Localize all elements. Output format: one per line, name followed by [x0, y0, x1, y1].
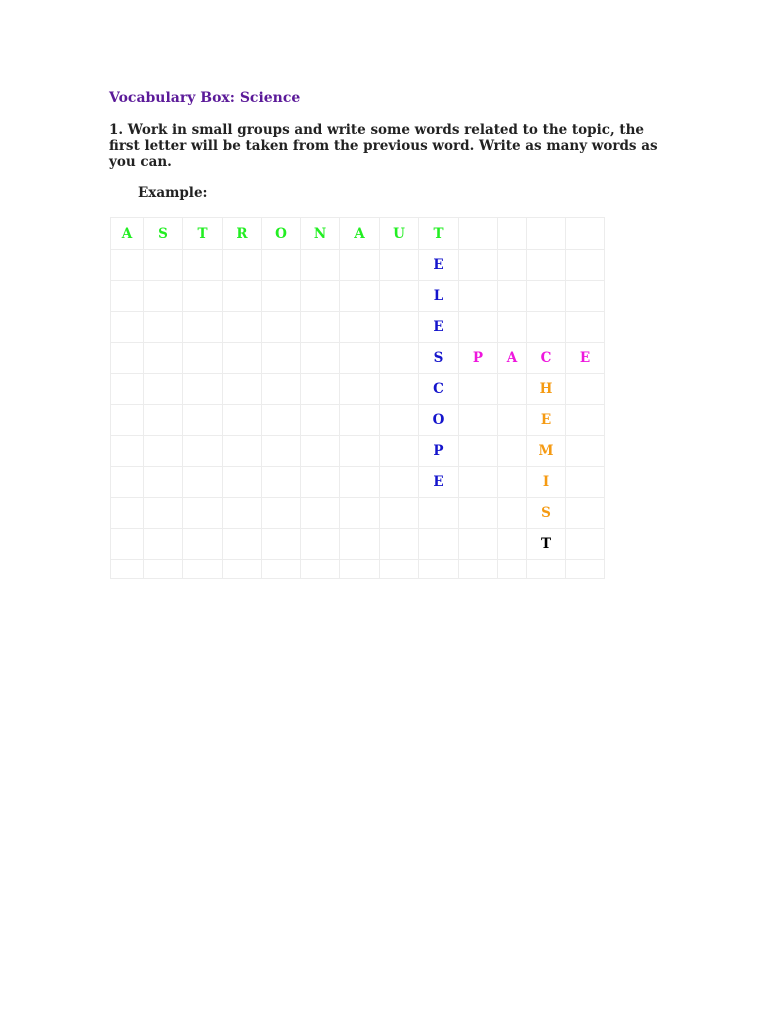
grid-cell	[301, 560, 340, 579]
grid-cell	[144, 405, 183, 436]
grid-cell	[183, 281, 223, 312]
grid-cell	[566, 218, 605, 250]
grid-cell	[111, 560, 144, 579]
grid-cell: A	[111, 218, 144, 250]
grid-cell	[183, 343, 223, 374]
grid-row	[111, 281, 605, 312]
grid-cell	[340, 312, 380, 343]
grid-cell	[183, 560, 223, 579]
grid-cell	[111, 374, 144, 405]
grid-cell	[498, 250, 527, 281]
grid-cell	[498, 312, 527, 343]
grid-cell	[183, 498, 223, 529]
grid-cell: E	[566, 343, 605, 374]
grid-cell	[183, 312, 223, 343]
grid-cell	[380, 281, 419, 312]
grid-cell: S	[419, 343, 459, 374]
grid-row	[111, 374, 605, 405]
grid-cell	[111, 436, 144, 467]
grid-cell	[498, 560, 527, 579]
grid-cell	[144, 374, 183, 405]
grid-cell	[459, 529, 498, 560]
grid-cell	[340, 343, 380, 374]
grid-cell	[380, 560, 419, 579]
grid-cell	[301, 529, 340, 560]
grid-cell	[527, 312, 566, 343]
grid-cell	[566, 560, 605, 579]
grid-cell	[419, 498, 459, 529]
grid-cell	[459, 374, 498, 405]
grid-cell: T	[183, 218, 223, 250]
grid-cell	[223, 498, 262, 529]
grid-cell: R	[223, 218, 262, 250]
grid-cell	[419, 529, 459, 560]
grid-cell	[183, 467, 223, 498]
grid-cell: E	[419, 467, 459, 498]
grid-cell	[459, 312, 498, 343]
grid-cell	[111, 529, 144, 560]
grid-cell: M	[527, 436, 566, 467]
grid-cell	[340, 281, 380, 312]
grid-cell	[144, 312, 183, 343]
grid-cell	[498, 374, 527, 405]
grid-cell	[380, 312, 419, 343]
grid-cell	[380, 405, 419, 436]
grid-cell	[527, 281, 566, 312]
grid-cell	[223, 250, 262, 281]
grid-cell: A	[498, 343, 527, 374]
grid-cell: C	[527, 343, 566, 374]
grid-cell	[223, 560, 262, 579]
grid-cell	[111, 312, 144, 343]
grid-row	[111, 498, 605, 529]
grid-cell	[183, 374, 223, 405]
grid-cell	[498, 498, 527, 529]
grid-cell	[380, 467, 419, 498]
grid-cell	[223, 281, 262, 312]
grid-cell	[301, 467, 340, 498]
grid-cell	[566, 467, 605, 498]
grid-cell	[144, 343, 183, 374]
grid-cell: H	[527, 374, 566, 405]
grid-row	[111, 467, 605, 498]
grid-cell	[566, 436, 605, 467]
grid-cell	[459, 405, 498, 436]
grid-cell	[301, 281, 340, 312]
grid-cell	[566, 250, 605, 281]
grid-row	[111, 560, 605, 579]
grid-cell	[144, 281, 183, 312]
grid-cell	[498, 436, 527, 467]
grid-cell	[380, 250, 419, 281]
grid-cell	[183, 405, 223, 436]
grid-cell	[340, 498, 380, 529]
grid-cell: S	[144, 218, 183, 250]
grid-cell	[459, 560, 498, 579]
grid-cell	[566, 405, 605, 436]
grid-row	[111, 250, 605, 281]
grid-cell	[498, 529, 527, 560]
grid-cell	[566, 281, 605, 312]
grid-cell	[527, 560, 566, 579]
instruction-text: 1. Work in small groups and write some words related to the topic, the first letter will be taken from the previous word. Write as many words as you can.	[109, 122, 658, 170]
grid-cell	[419, 560, 459, 579]
grid-cell	[459, 436, 498, 467]
grid-cell: U	[380, 218, 419, 250]
grid-row	[111, 405, 605, 436]
grid-cell: L	[419, 281, 459, 312]
grid-cell	[340, 529, 380, 560]
grid-cell	[566, 374, 605, 405]
grid-cell	[380, 529, 419, 560]
grid-cell	[566, 498, 605, 529]
grid-cell	[144, 529, 183, 560]
grid-cell	[262, 560, 301, 579]
grid-cell	[498, 218, 527, 250]
grid-cell	[223, 529, 262, 560]
grid-cell	[380, 343, 419, 374]
grid-cell	[340, 467, 380, 498]
grid-cell	[183, 529, 223, 560]
grid-cell	[301, 250, 340, 281]
grid-cell	[527, 250, 566, 281]
grid-cell	[111, 405, 144, 436]
grid-cell: E	[527, 405, 566, 436]
grid-cell	[262, 374, 301, 405]
grid-cell	[527, 218, 566, 250]
grid-cell	[144, 560, 183, 579]
grid-cell	[498, 467, 527, 498]
grid-cell	[223, 312, 262, 343]
grid-cell	[223, 436, 262, 467]
grid-row	[111, 529, 605, 560]
page-title: Vocabulary Box: Science	[109, 90, 301, 106]
grid-cell	[144, 250, 183, 281]
grid-cell	[301, 436, 340, 467]
grid-cell	[262, 405, 301, 436]
grid-cell	[566, 312, 605, 343]
grid-cell: N	[301, 218, 340, 250]
grid-cell	[262, 250, 301, 281]
grid-cell	[262, 343, 301, 374]
grid-cell: A	[340, 218, 380, 250]
grid-cell	[223, 343, 262, 374]
grid-cell	[459, 467, 498, 498]
grid-cell	[262, 281, 301, 312]
grid-cell: O	[262, 218, 301, 250]
grid-cell	[459, 218, 498, 250]
grid-cell	[262, 436, 301, 467]
grid-cell	[340, 436, 380, 467]
grid-cell	[380, 436, 419, 467]
grid-cell	[340, 374, 380, 405]
grid-cell	[340, 405, 380, 436]
grid-cell	[111, 467, 144, 498]
word-chain-grid	[110, 217, 605, 579]
grid-cell	[111, 250, 144, 281]
grid-cell	[111, 343, 144, 374]
grid-cell	[262, 529, 301, 560]
grid-cell	[498, 281, 527, 312]
grid-cell: T	[419, 218, 459, 250]
grid-cell	[144, 498, 183, 529]
grid-cell	[111, 281, 144, 312]
grid-cell	[223, 467, 262, 498]
grid-cell	[566, 529, 605, 560]
grid-cell: I	[527, 467, 566, 498]
grid-row	[111, 312, 605, 343]
grid-cell: P	[459, 343, 498, 374]
grid-cell	[223, 405, 262, 436]
grid-cell: O	[419, 405, 459, 436]
grid-cell	[262, 312, 301, 343]
grid-cell	[301, 498, 340, 529]
grid-cell: S	[527, 498, 566, 529]
grid-cell	[183, 250, 223, 281]
grid-cell	[459, 281, 498, 312]
grid-cell	[262, 498, 301, 529]
grid-cell	[459, 498, 498, 529]
grid-cell: C	[419, 374, 459, 405]
grid-cell	[301, 405, 340, 436]
grid-cell	[144, 467, 183, 498]
grid-cell	[301, 312, 340, 343]
grid-cell	[111, 498, 144, 529]
grid-row	[111, 343, 605, 374]
grid-cell	[340, 250, 380, 281]
grid-cell	[183, 436, 223, 467]
grid-cell	[262, 467, 301, 498]
grid-cell	[380, 374, 419, 405]
grid-cell: E	[419, 250, 459, 281]
grid-cell	[301, 343, 340, 374]
grid-cell: E	[419, 312, 459, 343]
grid-row	[111, 218, 605, 250]
grid-cell	[380, 498, 419, 529]
grid-cell	[223, 374, 262, 405]
grid-cell	[144, 436, 183, 467]
grid-cell: T	[527, 529, 566, 560]
grid-row	[111, 436, 605, 467]
grid-cell	[340, 560, 380, 579]
grid-cell: P	[419, 436, 459, 467]
grid-cell	[301, 374, 340, 405]
grid-cell	[498, 405, 527, 436]
grid-cell	[459, 250, 498, 281]
example-label: Example:	[138, 185, 208, 201]
